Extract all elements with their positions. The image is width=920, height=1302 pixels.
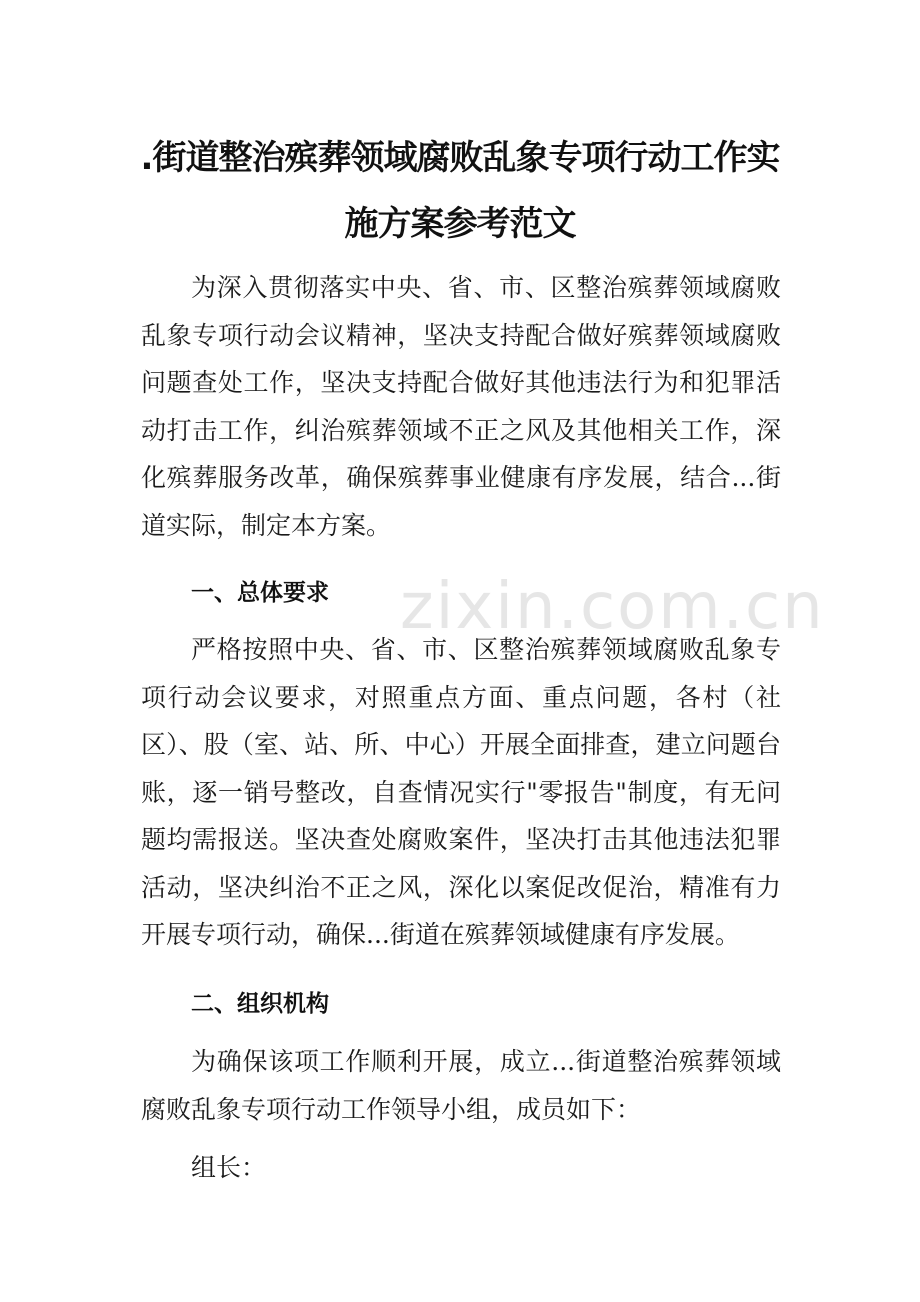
section-heading-organization: 二、组织机构 [191,991,329,1017]
general-requirements-paragraph: 严格按照中央、省、市、区整治殡葬领域腐败乱象专项行动会议要求，对照重点方面、重点问题，各村（社区）、股（室、站、所、中心）开展全面排查，建立问题台账，逐一销号整改，自查情况实行"零报告"制度，有无问题均需报送。坚决查处腐败案件，坚决打击其他违法犯罪活动，坚决纠治不正之风，深化以案促改促治，精准有力开展专项行动，确保...街道在殡葬领域健康有序发展。 [141,635,781,949]
organization-paragraph: 为确保该项工作顺利开展，成立...街道整治殡葬领域腐败乱象专项行动工作领导小组，成员如下： [141,1047,781,1124]
document-title-line-2: 施方案参考范文 [344,204,576,244]
watermark: zixin.com.cn [400,570,825,644]
intro-paragraph: 为深入贯彻落实中央、省、市、区整治殡葬领域腐败乱象专项行动会议精神，坚决支持配合做好殡葬领域腐败问题查处工作，坚决支持配合做好其他违法行为和犯罪活动打击工作，纠治殡葬领域不正之风及其他相关工作，深化殡葬服务改革，确保殡葬事业健康有序发展，结合...街道实际，制定本方案。 [141,273,781,540]
document-title-line-1: .街道整治殡葬领域腐败乱象专项行动工作实 [140,138,780,178]
leader-label: 组长： [191,1153,267,1182]
section-heading-general-requirements: 一、总体要求 [191,580,329,606]
